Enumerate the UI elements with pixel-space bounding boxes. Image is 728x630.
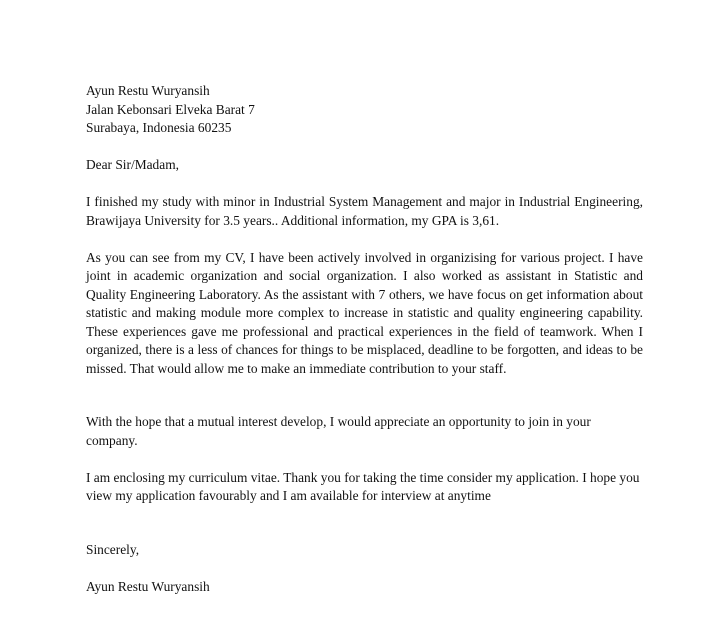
paragraph-interest: With the hope that a mutual interest develop, I would appreciate an opportunity to join in your company. (86, 414, 591, 448)
paragraph-education: I finished my study with minor in Industrial System Management and major in Industrial Engineering, Brawijaya University for 3.5 years.. Additional information, my GPA is 3,61. (86, 194, 643, 228)
sender-city: Surabaya, Indonesia 60235 (86, 120, 232, 135)
closing: Sincerely, (86, 541, 140, 557)
paragraph-experience: As you can see from my CV, I have been actively involved in organizising for various project. I have joint in academic organization and social organization. I also worked as assistant in Statistic and Quality Engineering Laboratory. As the assistant with 7 others, we have focus on get information about statistic and making module more complex to increase in statistic and quality engineering capability. These experiences gave me professional and practical experiences in the field of teamwork. When I organized, there is a less of chances for things to be misplaced, deadline to be forgotten, and ideas to be missed. That would allow me to make an immediate contribution to your staff. (86, 249, 643, 376)
letter-page (86, 82, 643, 596)
signature-name: Ayun Restu Wuryansih (86, 578, 210, 594)
salutation: Dear Sir/Madam, (86, 157, 179, 172)
sender-street: Jalan Kebonsari Elveka Barat 7 (86, 101, 255, 117)
sender-name: Ayun Restu Wuryansih (86, 83, 210, 98)
sender-address-block (86, 82, 643, 138)
paragraph-enclosure: I am enclosing my curriculum vitae. Thank you for taking the time consider my application. I hope you view my application favourably and I am available for interview at anytime (86, 469, 640, 503)
